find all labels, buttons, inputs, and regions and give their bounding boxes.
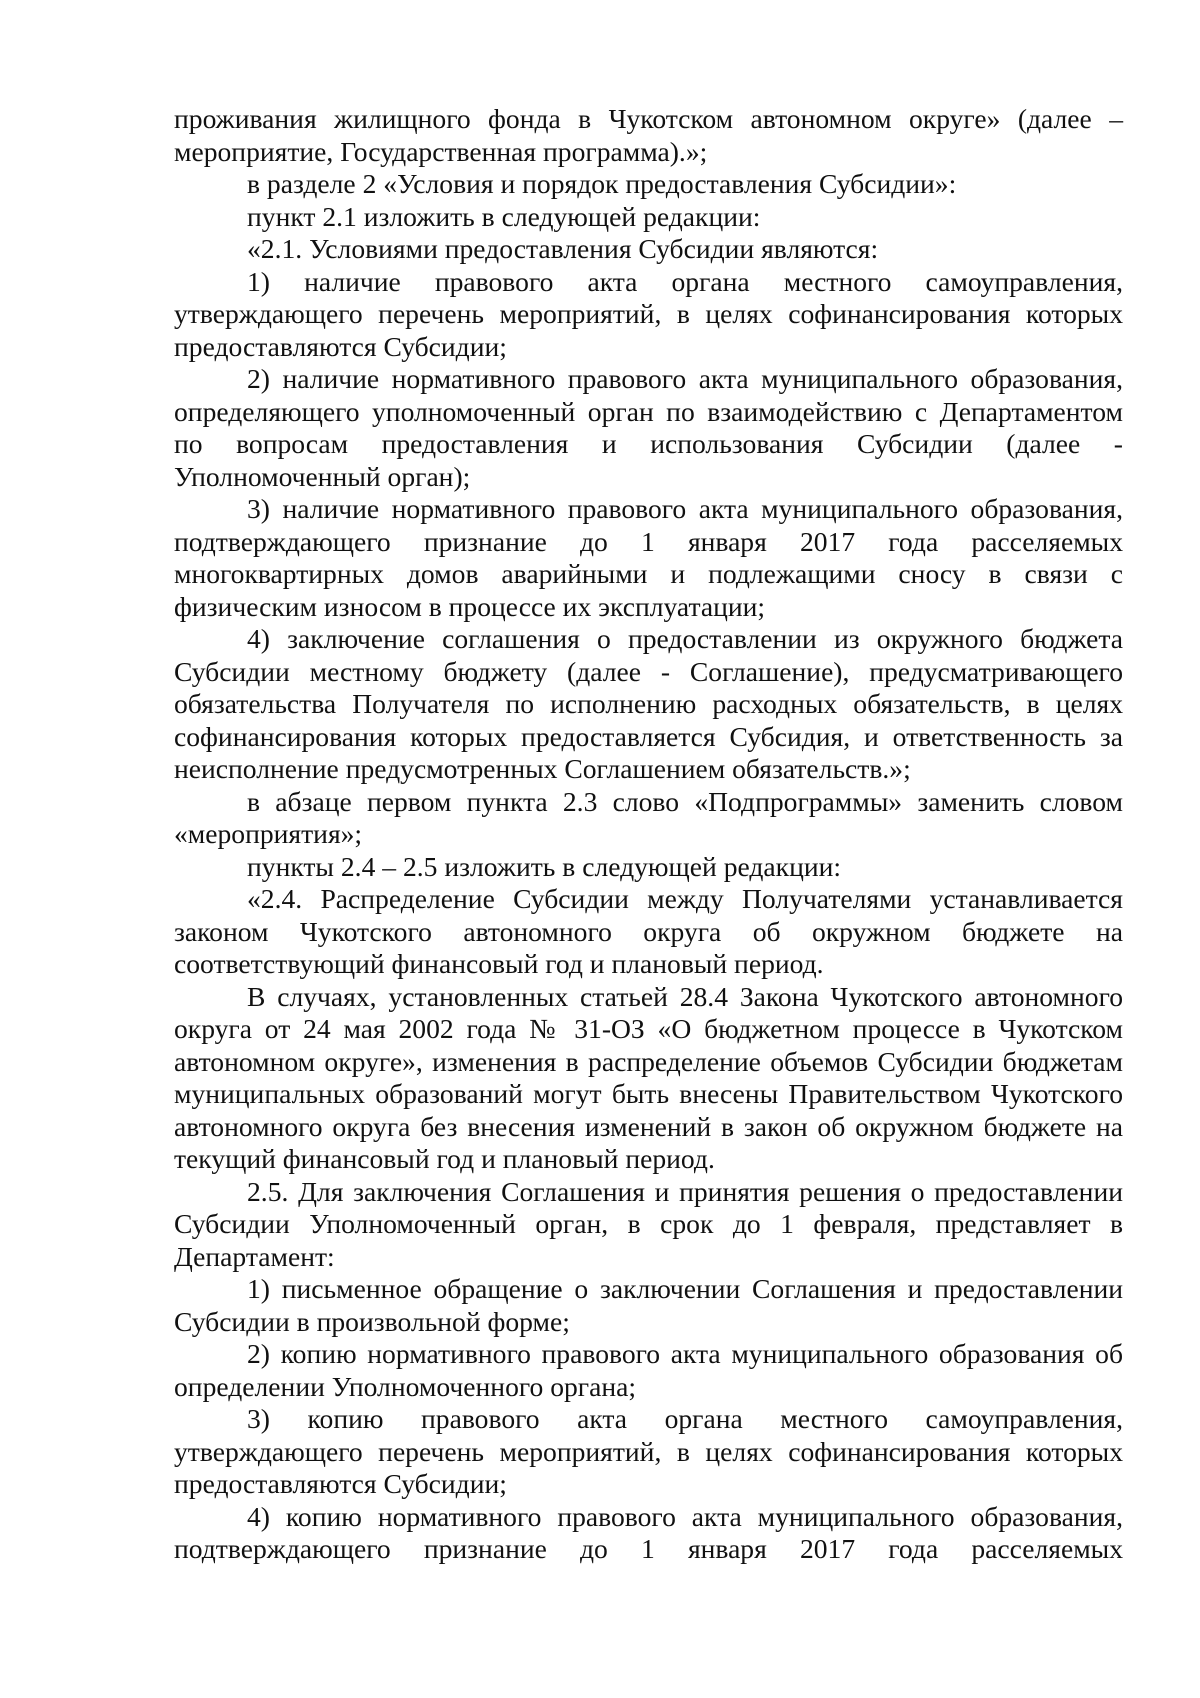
paragraph: пункт 2.1 изложить в следующей редакции: [247, 200, 761, 232]
paragraph: в абзаце первом пункта 2.3 слово «Подпрограммы» заменить словом «мероприятия»; [174, 785, 1123, 849]
paragraph: проживания жилищного фонда в Чукотском автономном округе» (далее – мероприятие, Государственная программа).»; [174, 103, 1123, 167]
paragraph: 4) заключение соглашения о предоставлении из окружного бюджета Субсидии местному бюджету (далее - Соглашение), предусматривающего обязательства Получателя по исполнению расходных обязательств, в целях софинансирования которых предоставляется Субсидия, и ответственность за неисполнение предусмотренных Соглашением обязательств.»; [174, 623, 1123, 784]
paragraph: В случаях, установленных статьей 28.4 Закона Чукотского автономного округа от 24 мая 2002 года № 31-ОЗ «О бюджетном процессе в Чукотском автономном округе», изменения в распределение объемов Субсидии бюджетам муниципальных образований могут быть внесены Правительством Чукотского автономного округа без внесения изменений в закон об окружном бюджете на текущий финансовый год и плановый период. [174, 980, 1123, 1174]
paragraph: 1) наличие правового акта органа местного самоуправления, утверждающего перечень мероприятий, в целях софинансирования которых предоставляются Субсидии; [174, 265, 1123, 362]
paragraph: 2) наличие нормативного правового акта муниципального образования, определяющего уполномоченный орган по взаимодействию с Департаментом по вопросам предоставления и использования Субсидии (далее - Уполномоченный орган); [174, 363, 1123, 492]
paragraph: «2.1. Условиями предоставления Субсидии являются: [247, 233, 879, 264]
paragraph: «2.4. Распределение Субсидии между Получателями устанавливается законом Чукотского автономного округа об окружном бюджете на соответствующий финансовый год и плановый период. [174, 883, 1123, 979]
paragraph: 3) наличие нормативного правового акта муниципального образования, подтверждающего признание до 1 января 2017 года расселяемых многоквартирных домов аварийными и подлежащими сносу в связи с физическим износом в процессе их эксплуатации; [174, 493, 1123, 622]
paragraph: пункты 2.4 – 2.5 изложить в следующей редакции: [247, 850, 842, 882]
paragraph: 2) копию нормативного правового акта муниципального образования об определении Уполномоченного органа; [174, 1338, 1123, 1402]
paragraph: 4) копию нормативного правового акта муниципального образования, подтверждающего признание до 1 января 2017 года расселяемых [174, 1500, 1123, 1564]
paragraph: 2.5. Для заключения Соглашения и принятия решения о предоставлении Субсидии Уполномоченный орган, в срок до 1 февраля, представляет в Департамент: [174, 1175, 1123, 1272]
paragraph: 1) письменное обращение о заключении Соглашения и предоставлении Субсидии в произвольной форме; [174, 1273, 1123, 1337]
paragraph: 3) копию правового акта органа местного самоуправления, утверждающего перечень мероприятий, в целях софинансирования которых предоставляются Субсидии; [174, 1403, 1123, 1499]
document-text [174, 103, 1123, 1566]
paragraph: в разделе 2 «Условия и порядок предоставления Субсидии»: [247, 168, 957, 199]
